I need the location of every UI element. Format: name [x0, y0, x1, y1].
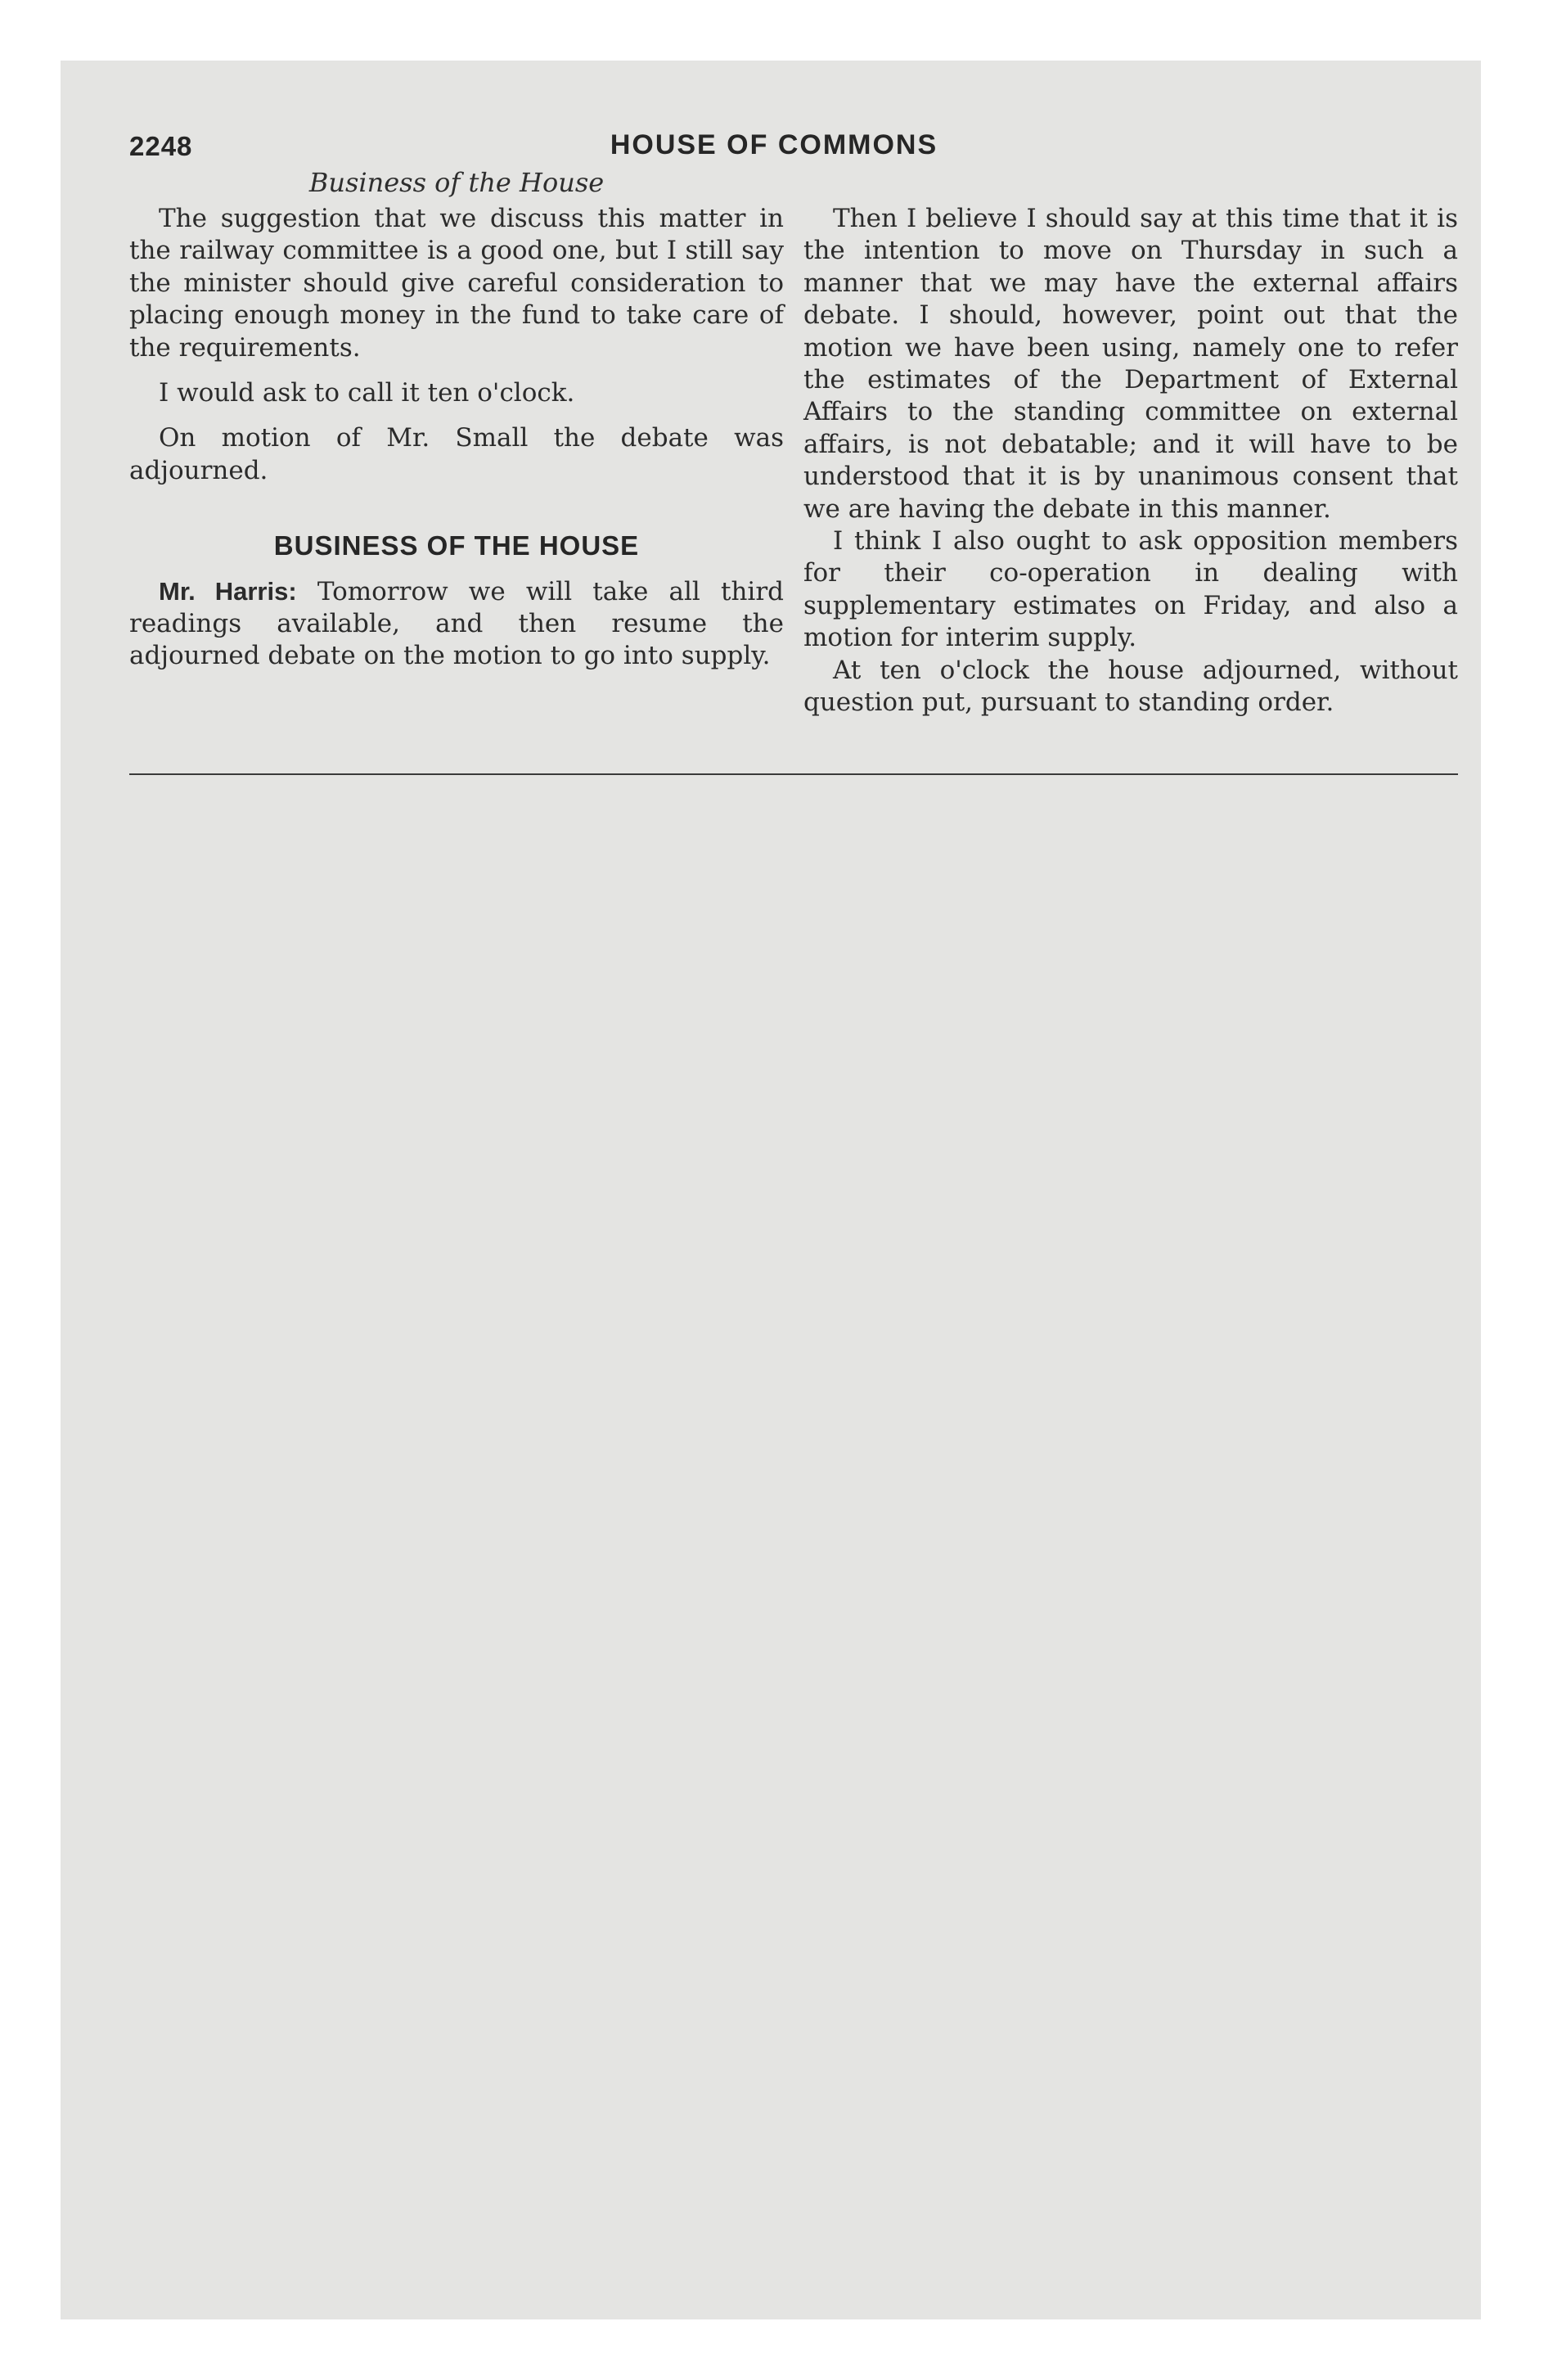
paragraph: The suggestion that we discuss this matter in the railway committee is a good one, but I still say the minister should give careful consideration to placing enough money in the fund to take care of the requirements. — [129, 204, 784, 363]
page-number: 2248 — [129, 131, 193, 161]
paragraph: On motion of Mr. Small the debate was adjourned. — [129, 423, 784, 485]
paragraph: Then I believe I should say at this time that it is the intention to move on Thursday in such a manner that we may have the external affairs debate. I should, however, point out that the motion we have been using, namely one to refer the estimates of the Department of External Affairs to the standing committee on external affairs, is not debatable; and it will have to be understood that it is by unanimous consent that we are having the debate in this manner. — [803, 204, 1458, 524]
paragraph: I would ask to call it ten o'clock. — [159, 378, 575, 408]
paragraph: I think I also ought to ask opposition members for their co-operation in dealing with supplementary estimates on Friday, and also a motion for interim supply. — [803, 526, 1458, 653]
right-column — [803, 203, 1458, 719]
speaker-name: Mr. Harris: — [159, 576, 297, 606]
running-head: HOUSE OF COMMONS — [610, 129, 938, 160]
section-heading: BUSINESS OF THE HOUSE — [273, 530, 640, 561]
speech-text: Tomorrow we will take all third readings available, and then resume the adjourned debate on the motion to go into supply. — [129, 576, 784, 671]
end-rule — [129, 773, 1458, 775]
section-subhead: Business of the House — [308, 167, 605, 198]
left-column — [129, 203, 784, 673]
paragraph: At ten o'clock the house adjourned, without question put, pursuant to standing order. — [803, 655, 1458, 718]
speech-paragraph — [129, 575, 784, 673]
